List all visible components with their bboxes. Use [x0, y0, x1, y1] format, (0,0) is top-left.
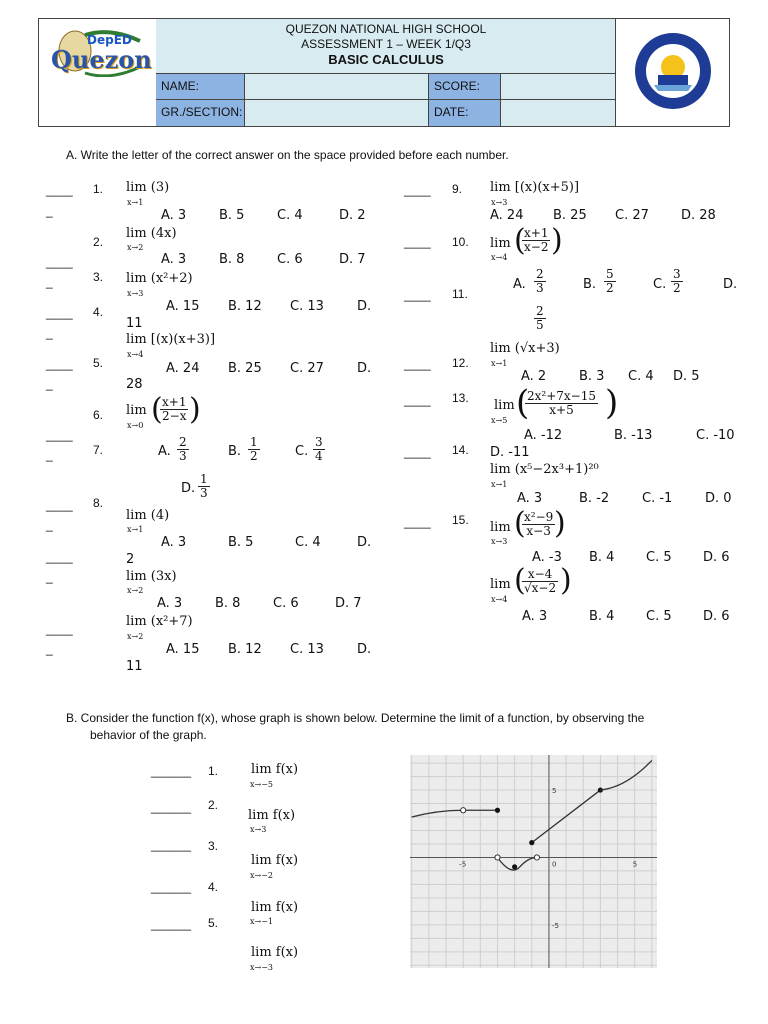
answer-blank[interactable]: ____	[46, 498, 73, 512]
choice: D.	[181, 481, 196, 496]
paren-left: (	[514, 563, 526, 598]
choice: A. -12	[524, 428, 563, 443]
limit-subscript: x→3	[491, 537, 508, 546]
school-name: QUEZON NATIONAL HIGH SCHOOL	[285, 22, 487, 36]
choice: B.	[583, 277, 597, 292]
choice-wrap: 2	[126, 552, 135, 567]
choice: B. 12	[228, 642, 262, 657]
paren-left: (	[514, 506, 526, 541]
answer-blank[interactable]: ____	[46, 622, 73, 636]
limit-subscript: x→−3	[250, 963, 274, 972]
answer-blank-tail: _	[46, 642, 53, 656]
graph-svg	[410, 755, 657, 968]
limit-subscript: x→4	[491, 595, 508, 604]
tick-label-y: 5	[551, 787, 557, 796]
limit-expression: lim	[490, 577, 511, 592]
limit-expression: lim f(x)	[251, 762, 299, 777]
limit-subscript: x→1	[491, 359, 508, 368]
choice: C.	[653, 277, 667, 292]
choice-wrap: 11	[126, 659, 143, 674]
choice: A. 3	[161, 252, 187, 267]
score-label: SCORE:	[428, 74, 500, 99]
choice: D. 6	[703, 609, 730, 624]
choice-wrap: 28	[126, 377, 143, 392]
limit-subscript: x→1	[127, 525, 144, 534]
choice: B.	[228, 444, 242, 459]
part-a-instruction: A. Write the letter of the correct answer on the space provided before each number.	[66, 148, 509, 162]
limit-expression: lim f(x)	[251, 945, 299, 960]
choice: C. 4	[277, 208, 303, 223]
choice: D. 7	[339, 252, 366, 267]
answer-blank[interactable]: ______	[151, 800, 192, 814]
choice: A. 3	[517, 491, 543, 506]
choice: C. 13	[290, 299, 324, 314]
fraction: $\frac{x+1}{2-x}$	[162, 395, 187, 423]
deped-quezon-logo	[39, 19, 157, 126]
choice: A. 3	[522, 609, 548, 624]
limit-expression: lim [(x)(x+3)]	[126, 332, 216, 347]
item-number: 12.	[452, 356, 469, 370]
choice: B. 25	[553, 208, 587, 223]
item-number: 9.	[452, 182, 463, 196]
choice: D. 0	[705, 491, 732, 506]
limit-expression: lim f(x)	[251, 853, 299, 868]
fraction-choice: $\frac{5}{2}$	[606, 267, 614, 295]
choice: C. 5	[646, 550, 672, 565]
choice: D.	[357, 642, 372, 657]
closed-point	[512, 864, 517, 869]
limit-subscript: x→−2	[250, 871, 274, 880]
choice: B. 12	[228, 299, 262, 314]
answer-blank-tail: _	[46, 448, 53, 462]
choice: A. 3	[157, 596, 183, 611]
answer-blank[interactable]: ____	[404, 183, 431, 197]
name-label: NAME:	[156, 74, 244, 99]
assessment-title: ASSESSMENT 1 – WEEK 1/Q3	[301, 37, 471, 51]
choice: B. 4	[589, 550, 615, 565]
limit-subscript: x→−5	[250, 780, 274, 789]
tick-label-x: 5	[632, 860, 638, 869]
choice: A.	[158, 444, 171, 459]
choice: D. 5	[673, 369, 700, 384]
open-point	[534, 855, 539, 860]
deped-text: DepED	[87, 33, 132, 47]
fraction-choice: $\frac{1}{3}$	[200, 472, 208, 500]
paren-right: )	[560, 563, 572, 598]
item-number: 3.	[93, 270, 104, 284]
limit-subscript: x→3	[491, 198, 508, 207]
choice: B. 5	[219, 208, 245, 223]
fraction: $\frac{\text{x²−9}}{x-3}$	[524, 510, 554, 538]
answer-blank[interactable]: ____	[404, 357, 431, 371]
choice-wrap: 11	[126, 316, 143, 331]
answer-blank[interactable]: ______	[151, 917, 192, 931]
answer-blank[interactable]: ____	[46, 357, 73, 371]
header-table	[38, 18, 730, 127]
choice: D. 2	[339, 208, 366, 223]
part-b-instruction: B. Consider the function f(x), whose graph is shown below. Determine the limit of a function, by observing the	[66, 711, 645, 725]
fraction-choice: $\frac{2}{3}$	[536, 267, 544, 295]
tick-label-x: -5	[459, 860, 467, 869]
tick-label-x: 0	[551, 860, 557, 869]
item-number: 13.	[452, 391, 469, 405]
open-point	[461, 808, 466, 813]
seal-icon	[616, 19, 729, 126]
fraction: $\frac{\text{2x²+7x−15}}{x+5}$	[527, 389, 596, 417]
item-number: 1.	[208, 764, 219, 778]
limit-subscript: x→3	[127, 289, 144, 298]
item-number: 14.	[452, 443, 469, 457]
limit-subscript: x→−1	[250, 917, 274, 926]
choice: C. 4	[295, 535, 321, 550]
choice: A. -3	[532, 550, 562, 565]
choice: D.	[723, 277, 738, 292]
paren-right: )	[605, 383, 619, 423]
tick-label-y: -5	[551, 921, 559, 930]
answer-blank-tail: _	[46, 518, 53, 532]
closed-point	[495, 808, 500, 813]
answer-blank[interactable]: ______	[151, 764, 192, 778]
open-point	[495, 855, 500, 860]
limit-subscript: x→4	[491, 253, 508, 262]
fraction: $\frac{x+1}{x-2}$	[524, 226, 549, 254]
answer-blank-tail: _	[46, 204, 53, 218]
choice: C. -10	[696, 428, 735, 443]
choice: B. 3	[579, 369, 605, 384]
item-number: 7.	[93, 443, 104, 457]
choice: D.	[357, 361, 372, 376]
answer-blank-tail: _	[46, 570, 53, 584]
choice: B. 8	[215, 596, 241, 611]
choice: C. 6	[277, 252, 303, 267]
limit-subscript: x→3	[250, 825, 267, 834]
limit-expression: lim f(x)	[248, 808, 296, 823]
limit-expression: lim	[490, 520, 511, 535]
part-b-instruction-cont: behavior of the graph.	[90, 728, 207, 742]
limit-expression: lim (4)	[126, 508, 170, 523]
paren-left: (	[516, 383, 530, 423]
answer-blank[interactable]: ____	[404, 288, 431, 302]
fraction-choice: $\frac{1}{2}$	[250, 435, 258, 463]
header-title-block	[156, 19, 616, 74]
limit-subscript: x→1	[491, 480, 508, 489]
item-number: 2.	[208, 798, 219, 812]
limit-expression: lim	[494, 398, 515, 413]
limit-expression: lim (x⁵−2x³+1)²⁰	[490, 462, 599, 477]
name-row	[156, 74, 616, 100]
answer-blank[interactable]: ____	[404, 235, 431, 249]
choice: C. 13	[290, 642, 324, 657]
choice: D. 7	[335, 596, 362, 611]
fraction: $\frac{x-4}{√x-2}$	[524, 567, 557, 595]
quezon-text: Quezon	[51, 45, 152, 74]
item-number: 4.	[93, 305, 104, 319]
item-number: 6.	[93, 408, 104, 422]
paren-left: (	[151, 392, 163, 427]
answer-blank-tail: _	[46, 275, 53, 289]
section-field[interactable]	[244, 100, 428, 126]
item-number: 4.	[208, 880, 219, 894]
choice: C. 27	[290, 361, 324, 376]
choice: A.	[513, 277, 526, 292]
item-number: 8.	[93, 496, 104, 510]
choice: B. -13	[614, 428, 653, 443]
answer-blank[interactable]: ____	[404, 515, 431, 529]
limit-expression: lim (4x)	[126, 226, 177, 241]
answer-blank[interactable]: ______	[151, 880, 192, 894]
choice: A. 3	[161, 535, 187, 550]
item-number: 11.	[452, 287, 468, 301]
answer-blank-tail: _	[46, 326, 53, 340]
item-number: 2.	[93, 235, 104, 249]
choice: D. 6	[703, 550, 730, 565]
choice: D.	[357, 535, 372, 550]
item-number: 10.	[452, 235, 469, 249]
date-field[interactable]	[500, 100, 616, 126]
choice: C. -1	[642, 491, 673, 506]
item-number: 5.	[208, 916, 219, 930]
answer-blank[interactable]: ____	[46, 550, 73, 564]
fraction-choice: $\frac{2}{5}$	[536, 304, 544, 332]
graph-background	[410, 755, 657, 968]
paren-right: )	[189, 392, 201, 427]
limit-expression: lim f(x)	[251, 900, 299, 915]
choice: B. 4	[589, 609, 615, 624]
choice: B. -2	[579, 491, 610, 506]
limit-expression: lim (x²+7)	[126, 614, 193, 629]
choice: A. 2	[521, 369, 547, 384]
limit-subscript: x→1	[127, 198, 144, 207]
answer-blank[interactable]: ____	[404, 393, 431, 407]
school-seal-logo	[615, 19, 729, 126]
choice: C. 27	[615, 208, 649, 223]
answer-blank[interactable]: ____	[46, 428, 73, 442]
limit-expression: lim	[126, 403, 147, 418]
paren-left: (	[514, 223, 526, 258]
limit-expression: lim [(x)(x+5)]	[490, 180, 580, 195]
item-number: 3.	[208, 839, 219, 853]
paren-right: )	[551, 223, 563, 258]
choice: B. 25	[228, 361, 262, 376]
choice: A. 15	[166, 299, 200, 314]
choice: C. 5	[646, 609, 672, 624]
fraction-choice: $\frac{3}{2}$	[673, 267, 681, 295]
answer-blank[interactable]: ______	[151, 838, 192, 852]
choice: A. 24	[490, 208, 524, 223]
section-label: GR./SECTION:	[156, 100, 244, 126]
name-field[interactable]	[244, 74, 428, 99]
item-number: 1.	[93, 182, 104, 196]
choice: A. 3	[161, 208, 187, 223]
limit-subscript: x→5	[491, 416, 508, 425]
function-graph	[410, 755, 657, 968]
choice: C. 6	[273, 596, 299, 611]
answer-blank[interactable]: ____	[404, 445, 431, 459]
choice: C. 4	[628, 369, 654, 384]
limit-expression: lim	[490, 236, 511, 251]
limit-subscript: x→0	[127, 421, 144, 430]
choice: B. 8	[219, 252, 245, 267]
choice: D.	[357, 299, 372, 314]
item-number: 15.	[452, 513, 469, 527]
paren-right: )	[554, 506, 566, 541]
section-row	[156, 100, 616, 126]
choice-wrap: D. -11	[490, 445, 530, 460]
answer-blank[interactable]: ____	[46, 183, 73, 197]
limit-expression: lim (3)	[126, 180, 170, 195]
limit-subscript: x→2	[127, 586, 144, 595]
answer-blank-tail: _	[46, 377, 53, 391]
answer-blank[interactable]: ____	[46, 306, 73, 320]
closed-point	[529, 840, 534, 845]
choice: C.	[295, 444, 309, 459]
limit-subscript: x→2	[127, 243, 144, 252]
limit-expression: lim (3x)	[126, 569, 177, 584]
score-field[interactable]	[500, 74, 616, 99]
fraction-choice: $\frac{3}{4}$	[315, 435, 323, 463]
choice: A. 24	[166, 361, 200, 376]
limit-expression: lim (x²+2)	[126, 271, 193, 286]
limit-expression: lim (√x+3)	[490, 341, 560, 356]
item-number: 5.	[93, 356, 104, 370]
choice: D. 28	[681, 208, 716, 223]
fraction-choice: $\frac{2}{3}$	[179, 435, 187, 463]
date-label: DATE:	[428, 100, 500, 126]
choice: A. 15	[166, 642, 200, 657]
choice: B. 5	[228, 535, 254, 550]
subject-title: BASIC CALCULUS	[328, 52, 444, 67]
limit-subscript: x→2	[127, 632, 144, 641]
answer-blank[interactable]: ____	[46, 255, 73, 269]
limit-subscript: x→4	[127, 350, 144, 359]
